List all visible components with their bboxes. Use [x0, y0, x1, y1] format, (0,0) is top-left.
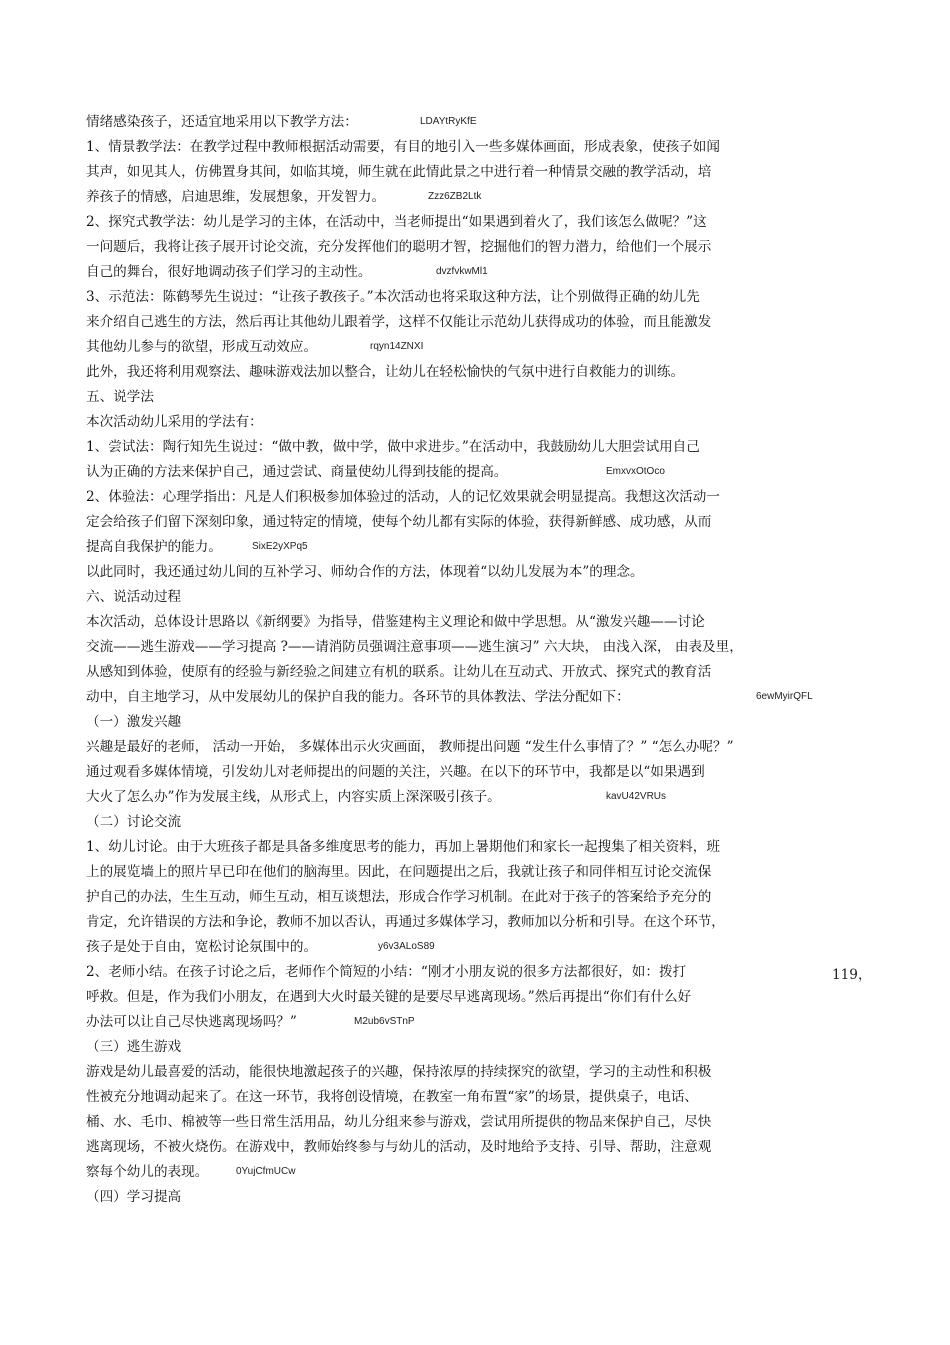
text-fragment: 119，: [832, 967, 872, 983]
watermark-code: kavU42VRUs: [606, 791, 667, 802]
text-line: 1、尝试法：陶行知先生说过：“做中教，做中学，做中求进步。”在活动中，我鼓励幼儿大胆尝试用自己: [86, 439, 700, 455]
text-line: 大火了怎么办”作为发展主线，从形式上，内容实质上深深吸引孩子。: [86, 789, 501, 805]
text-line: 其他幼儿参与的欲望，形成互动效应。: [86, 339, 318, 355]
watermark-code: y6v3ALoS89: [378, 941, 435, 952]
watermark-code: M2ub6vSTnP: [354, 1016, 415, 1027]
text-line: （四）学习提高: [86, 1189, 182, 1205]
text-line: 一问题后，我将让孩子展开讨论交流，充分发挥他们的聪明才智，挖掘他们的智力潜力，给他们一个展示: [86, 239, 712, 255]
text-line: 2、体验法：心理学指出：凡是人们积极参加体验过的活动，人的记忆效果就会明显提高。我想这次活动一: [86, 489, 720, 505]
text-line: 六、说活动过程: [86, 589, 182, 605]
watermark-code: 0YujCfmUCw: [236, 1166, 296, 1177]
text-line: 逃离现场，不被火烧伤。在游戏中，教师始终参与与幼儿的活动，及时地给予支持、引导、帮助，注意观: [86, 1139, 712, 1155]
text-line: 办法可以让自己尽快逃离现场吗？”: [86, 1014, 297, 1030]
watermark-code: Zzz6ZB2Ltk: [428, 191, 482, 202]
text-line: 桶、水、毛巾、棉被等一些日常生活用品，幼儿分组来参与游戏，尝试用所提供的物品来保护自己，尽快: [86, 1114, 712, 1130]
watermark-code: LDAYtRyKfE: [420, 116, 477, 127]
text-line: 肯定，允许错误的方法和争论，教师不加以否认，再通过多媒体学习，教师加以分析和引导。在这个环节，: [86, 914, 725, 930]
text-line: 通过观看多媒体情境，引发幼儿对老师提出的问题的关注，兴趣。在以下的环节中，我都是以“如果遇到: [86, 764, 705, 780]
text-line: 护自己的办法，生生互动，师生互动，相互谈想法，形成合作学习机制。在此对于孩子的答案给予充分的: [86, 889, 712, 905]
watermark-code: EmxvxOtOco: [606, 466, 665, 477]
text-line: 定会给孩子们留下深刻印象，通过特定的情境，使每个幼儿都有实际的体验，获得新鲜感、成功感，从而: [86, 514, 712, 530]
text-line: 3、示范法：陈鹤琴先生说过：“让孩子教孩子。”本次活动也将采取这种方法，让个别做得正确的幼儿先: [86, 289, 700, 305]
text-line: 2、探究式教学法：幼儿是学习的主体，在活动中，当老师提出“如果遇到着火了，我们该怎么做呢？”这: [86, 214, 707, 230]
text-line: （一）激发兴趣: [86, 714, 182, 730]
text-line: 2、老师小结。在孩子讨论之后，老师作个简短的小结：“刚才小朋友说的很多方法都很好，如：拨打: [86, 964, 687, 980]
text-line: （二）讨论交流: [86, 814, 182, 830]
text-line: 五、说学法: [86, 389, 154, 405]
watermark-code: dvzfvkwMl1: [436, 266, 488, 277]
text-line: 兴趣是最好的老师， 活动一开始， 多媒体出示火灾画面， 教师提出问题 “发生什么事情了？” “怎么办呢？”: [86, 739, 734, 755]
text-line: 游戏是幼儿最喜爱的活动，能很快地激起孩子的兴趣，保持浓厚的持续探究的欲望，学习的主动性和积极: [86, 1064, 712, 1080]
text-line: 上的展览墙上的照片早已印在他们的脑海里。因此，在问题提出之后，我就让孩子和同伴相互讨论交流保: [86, 864, 712, 880]
text-line: 认为正确的方法来保护自己，通过尝试、商量使幼儿得到技能的提高。: [86, 464, 508, 480]
text-line: 孩子是处于自由，宽松讨论氛围中的。: [86, 939, 318, 955]
text-line: 察每个幼儿的表现。: [86, 1164, 209, 1180]
text-line: 性被充分地调动起来了。在这一环节，我将创设情境，在教室一角布置“家”的场景，提供桌子，电话、: [86, 1089, 699, 1105]
watermark-code: SixE2yXPq5: [252, 541, 308, 552]
text-line: 其声，如见其人，仿佛置身其间，如临其境，师生就在此情此景之中进行着一种情景交融的教学活动，培: [86, 164, 712, 180]
text-line: 动中，自主地学习，从中发展幼儿的保护自我的能力。各环节的具体教法、学法分配如下：: [86, 689, 630, 705]
text-line: 提高自我保护的能力。: [86, 539, 222, 555]
text-line: 情绪感染孩子，还适宜地采用以下教学方法：: [86, 114, 358, 130]
text-line: 来介绍自己逃生的方法，然后再让其他幼儿跟着学，这样不仅能让示范幼儿获得成功的体验，而且能激发: [86, 314, 712, 330]
text-line: 交流——逃生游戏——学习提高 ?——请消防员强调注意事项——逃生演习” 六大块， 由浅入深， 由表及里，: [86, 639, 743, 655]
text-line: 此外，我还将利用观察法、趣味游戏法加以整合，让幼儿在轻松愉快的气氛中进行自救能力的训练。: [86, 364, 685, 380]
text-line: 本次活动幼儿采用的学法有：: [86, 414, 263, 430]
watermark-code: 6ewMyirQFL: [756, 691, 813, 702]
text-line: 1、幼儿讨论。由于大班孩子都是具备多维度思考的能力，再加上暑期他们和家长一起搜集了相关资料，班: [86, 839, 720, 855]
text-line: 从感知到体验，使原有的经验与新经验之间建立有机的联系。让幼儿在互动式、开放式、探究式的教育活: [86, 664, 712, 680]
text-line: 自己的舞台，很好地调动孩子们学习的主动性。: [86, 264, 372, 280]
text-line: 以此同时，我还通过幼儿间的互补学习、师幼合作的方法，体现着“以幼儿发展为本”的理念。: [86, 564, 644, 580]
text-line: 本次活动，总体设计思路以《新纲要》为指导，借鉴建构主义理论和做中学思想。从“激发兴趣——讨论: [86, 614, 705, 630]
text-line: 养孩子的情感，启迪思维，发展想象，开发智力。: [86, 189, 386, 205]
text-line: 呼救。但是，作为我们小朋友，在遇到大火时最关键的是要尽早逃离现场。”然后再提出“你们有什么好: [86, 989, 692, 1005]
text-line: （三）逃生游戏: [86, 1039, 182, 1055]
watermark-code: rqyn14ZNXI: [370, 341, 424, 352]
text-line: 1、情景教学法：在教学过程中教师根据活动需要，有目的地引入一些多媒体画面，形成表象，使孩子如闻: [86, 139, 720, 155]
